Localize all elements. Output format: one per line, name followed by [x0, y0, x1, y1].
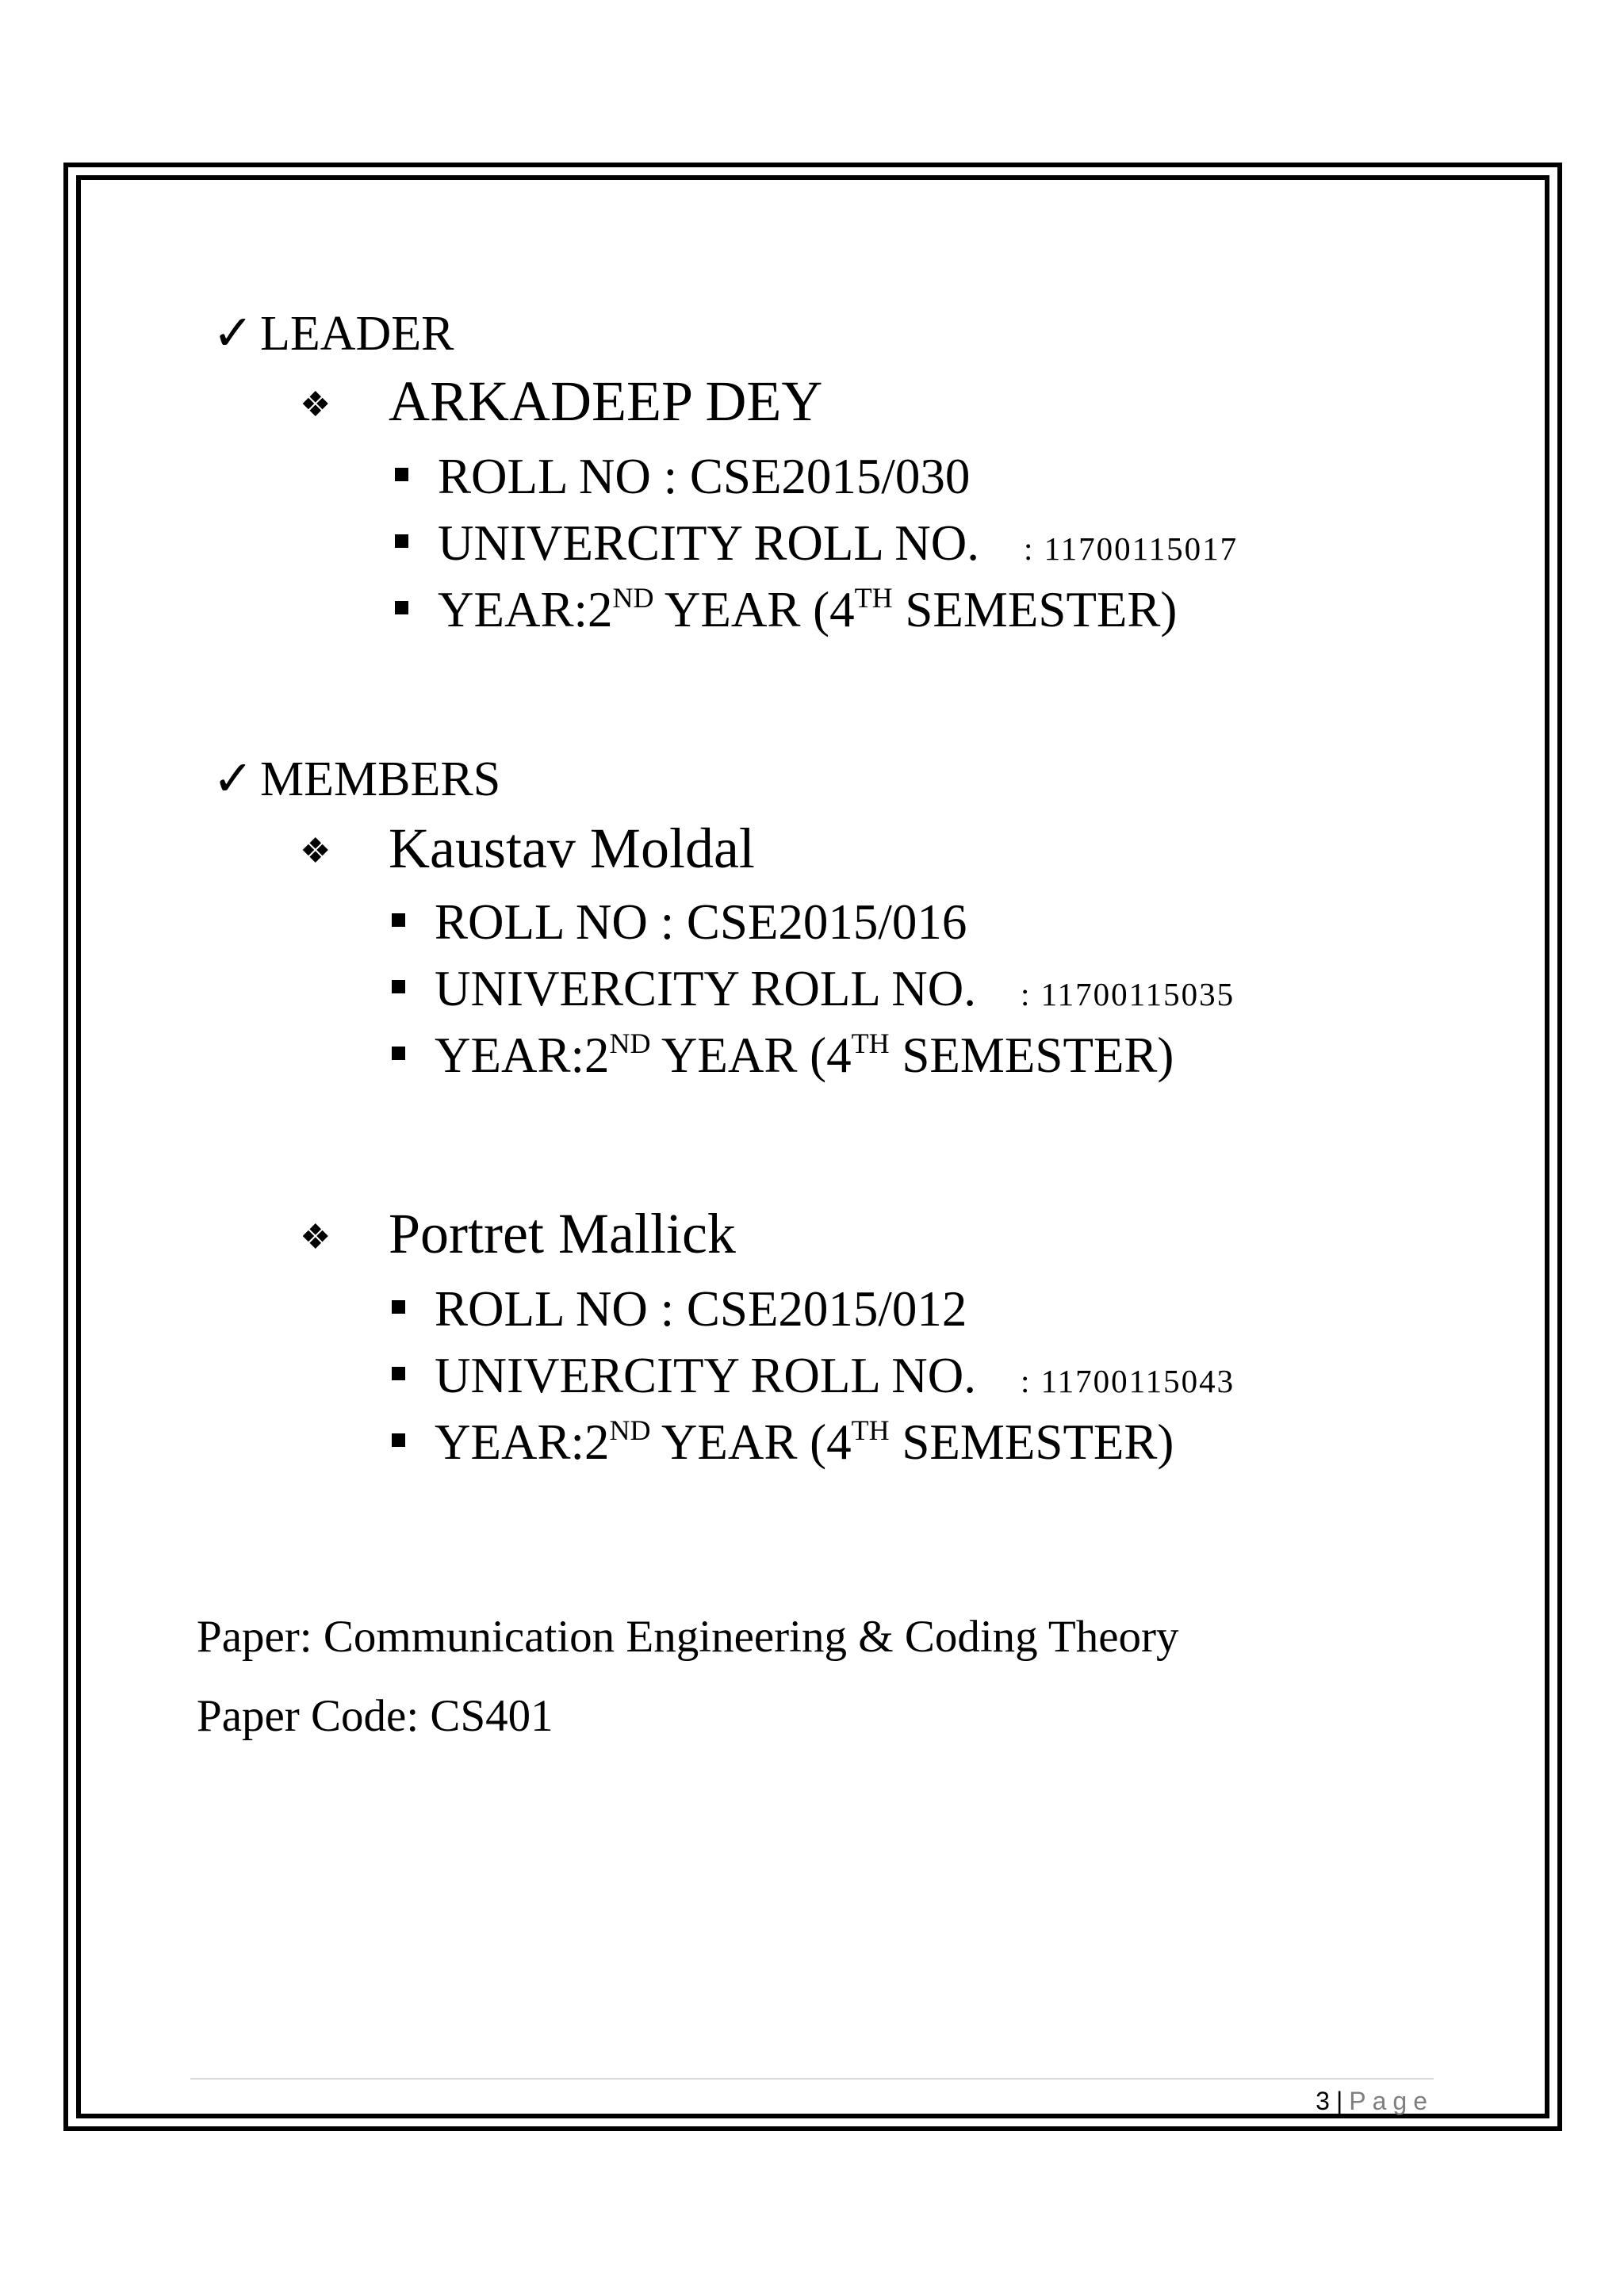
university-roll-value: : 11700115035 — [1021, 976, 1235, 1012]
leader-name: ARKADEEP DEY — [389, 369, 823, 433]
square-bullet-icon — [392, 1367, 405, 1380]
square-bullet-icon — [392, 913, 405, 927]
university-roll-label: UNIVERCITY ROLL NO. — [435, 1348, 977, 1403]
footer-separator: | — [1335, 2087, 1343, 2115]
four-diamond-icon: ❖ — [300, 385, 331, 424]
year-ordinal-sup: ND — [612, 582, 654, 614]
member-year — [435, 1414, 1174, 1470]
member-university-roll — [435, 961, 1235, 1016]
year-suffix: SEMESTER) — [889, 1027, 1174, 1083]
leader-heading — [213, 307, 454, 361]
leader-heading-label: LEADER — [260, 307, 454, 361]
member-roll-no: ROLL NO : CSE2015/016 — [435, 894, 967, 950]
leader-roll-no: ROLL NO : CSE2015/030 — [438, 449, 971, 504]
check-mark-icon: ✓ — [213, 752, 254, 806]
semester-ordinal-sup: TH — [851, 1027, 890, 1059]
page-label: Page — [1349, 2087, 1434, 2115]
members-heading — [213, 752, 501, 806]
year-middle: YEAR (4 — [650, 1414, 852, 1470]
square-bullet-icon — [395, 534, 408, 548]
year-prefix: YEAR:2 — [435, 1414, 610, 1470]
page-footer — [1316, 2087, 1434, 2116]
semester-ordinal-sup: TH — [854, 582, 893, 614]
square-bullet-icon — [392, 1047, 405, 1060]
square-bullet-icon — [392, 1433, 405, 1447]
year-ordinal-sup: ND — [609, 1027, 651, 1059]
footer-divider — [190, 2078, 1434, 2080]
member-roll-no: ROLL NO : CSE2015/012 — [435, 1281, 967, 1337]
four-diamond-icon: ❖ — [300, 1218, 331, 1257]
square-bullet-icon — [395, 601, 408, 614]
paper-title: Paper: Communication Engineering & Coding Theory — [197, 1612, 1179, 1662]
square-bullet-icon — [392, 980, 405, 993]
year-middle: YEAR (4 — [650, 1027, 852, 1083]
year-middle: YEAR (4 — [653, 582, 855, 637]
check-mark-icon: ✓ — [213, 307, 254, 361]
leader-university-roll — [438, 515, 1239, 571]
members-heading-label: MEMBERS — [260, 752, 501, 806]
university-roll-value: : 11700115043 — [1021, 1363, 1235, 1399]
year-suffix: SEMESTER) — [892, 582, 1178, 637]
university-roll-label: UNIVERCITY ROLL NO. — [435, 961, 977, 1016]
square-bullet-icon — [395, 468, 408, 481]
member-name: Kaustav Moldal — [389, 817, 755, 880]
page-number: 3 — [1316, 2087, 1330, 2115]
year-prefix: YEAR:2 — [438, 582, 613, 637]
square-bullet-icon — [392, 1300, 405, 1314]
semester-ordinal-sup: TH — [851, 1414, 890, 1446]
university-roll-label: UNIVERCITY ROLL NO. — [438, 515, 980, 571]
year-suffix: SEMESTER) — [889, 1414, 1174, 1470]
university-roll-value: : 11700115017 — [1024, 530, 1239, 567]
member-name: Portret Mallick — [389, 1202, 736, 1265]
member-year — [435, 1027, 1174, 1083]
year-ordinal-sup: ND — [609, 1414, 651, 1446]
year-prefix: YEAR:2 — [435, 1027, 610, 1083]
member-university-roll — [435, 1348, 1235, 1403]
paper-code: Paper Code: CS401 — [197, 1691, 553, 1741]
four-diamond-icon: ❖ — [300, 832, 331, 871]
leader-year — [438, 582, 1178, 637]
